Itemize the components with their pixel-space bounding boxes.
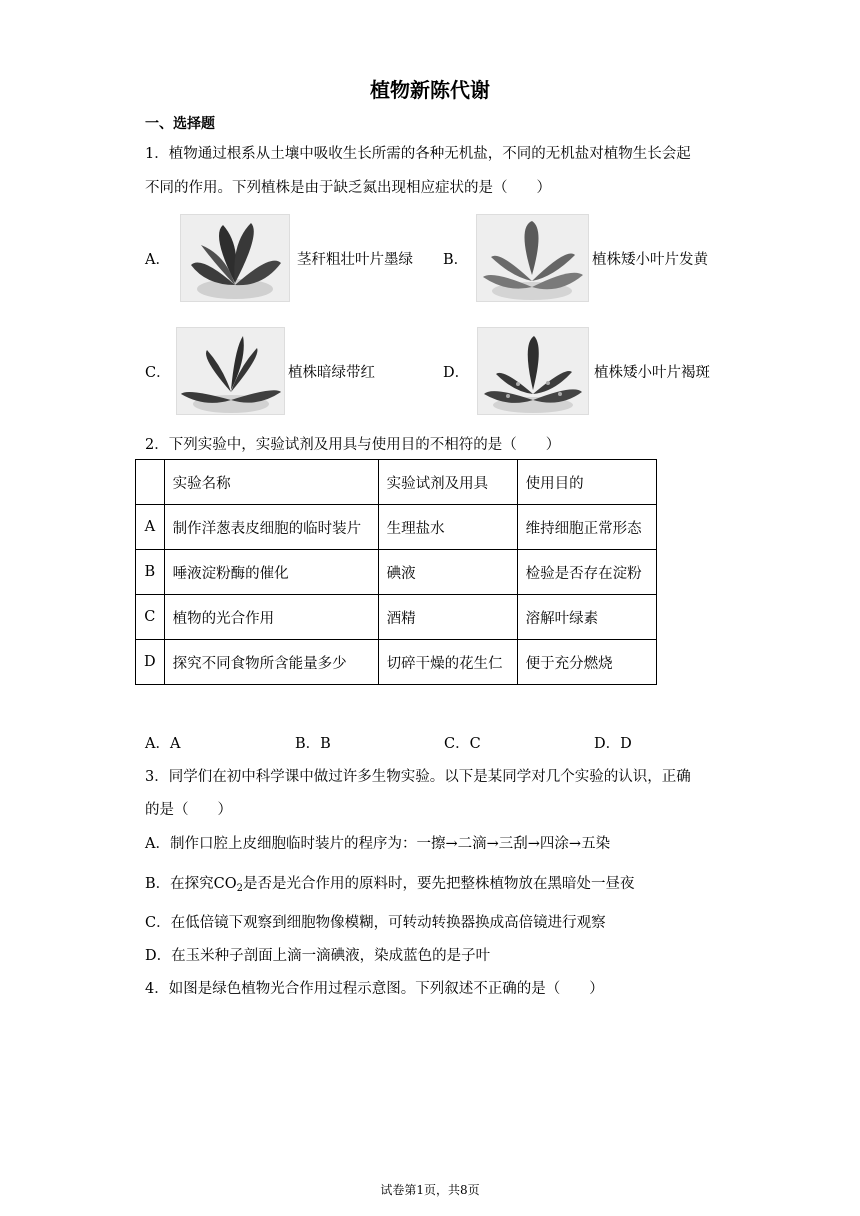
table-cell: 碘液 bbox=[378, 550, 517, 595]
q2-stem: 2．下列实验中，实验试剂及用具与使用目的不相符的是（ ） bbox=[145, 437, 561, 453]
section-heading: 一、选择题 bbox=[145, 116, 215, 132]
table-header-cell: 实验名称 bbox=[164, 460, 378, 505]
table-cell: 唾液淀粉酶的催化 bbox=[164, 550, 378, 595]
experiment-table bbox=[135, 459, 657, 685]
q1-option-a-plant-image bbox=[180, 214, 290, 302]
q1-stem-line1: 1．植物通过根系从土壤中吸收生长所需的各种无机盐，不同的无机盐对植物生长会起 bbox=[145, 146, 691, 162]
q1-option-a-text: 茎秆粗壮叶片墨绿 bbox=[297, 252, 413, 268]
q1-option-d-plant-image bbox=[477, 327, 589, 415]
q3-option-d: D．在玉米种子剖面上滴一滴碘液，染成蓝色的是子叶 bbox=[145, 948, 491, 964]
table-cell: 探究不同食物所含能量多少 bbox=[164, 640, 378, 685]
q3-option-b bbox=[145, 872, 635, 894]
table-cell: 酒精 bbox=[378, 595, 517, 640]
table-cell: 生理盐水 bbox=[378, 505, 517, 550]
q1-option-c-letter: C． bbox=[145, 365, 171, 381]
table-row bbox=[136, 595, 657, 640]
table-cell: A bbox=[136, 505, 165, 550]
table-cell: 溶解叶绿素 bbox=[517, 595, 656, 640]
q4-stem: 4．如图是绿色植物光合作用过程示意图。下列叙述不正确的是（ ） bbox=[145, 981, 604, 997]
table-row bbox=[136, 505, 657, 550]
table-cell: 维持细胞正常形态 bbox=[517, 505, 656, 550]
table-header-row bbox=[136, 460, 657, 505]
table-cell: B bbox=[136, 550, 165, 595]
table-cell: D bbox=[136, 640, 165, 685]
q2-answer-a: A．A bbox=[145, 736, 181, 752]
table-cell: 检验是否存在淀粉 bbox=[517, 550, 656, 595]
q1-stem-line2: 不同的作用。下列植株是由于缺乏氮出现相应症状的是（ ） bbox=[145, 180, 551, 196]
q2-answer-d: D．D bbox=[594, 736, 632, 752]
q1-option-b-text: 植株矮小叶片发黄 bbox=[592, 252, 708, 268]
q1-option-b-plant-image bbox=[476, 214, 589, 302]
q1-option-b-letter: B． bbox=[443, 252, 469, 268]
page-footer: 试卷第1页，共8页 bbox=[380, 1183, 480, 1197]
q1-option-d-letter: D． bbox=[443, 365, 470, 381]
q3-option-c: C．在低倍镜下观察到细胞物像模糊，可转动转换器换成高倍镜进行观察 bbox=[145, 915, 606, 931]
q1-option-d-text: 植株矮小叶片褐斑 bbox=[594, 365, 710, 381]
table-cell: 便于充分燃烧 bbox=[517, 640, 656, 685]
q3-stem-line1: 3．同学们在初中科学课中做过许多生物实验。以下是某同学对几个实验的认识，正确 bbox=[145, 769, 691, 785]
q3-option-b-prefix: B．在探究CO bbox=[145, 876, 237, 892]
page-title: 植物新陈代谢 bbox=[370, 78, 490, 102]
q1-option-a-letter: A． bbox=[145, 252, 170, 268]
q2-answer-b: B．B bbox=[295, 736, 331, 752]
q3-option-b-suffix: 是否是光合作用的原料时，要先把整株植物放在黑暗处一昼夜 bbox=[243, 876, 635, 892]
table-row bbox=[136, 550, 657, 595]
q3-option-a: A．制作口腔上皮细胞临时装片的程序为：一擦→二滴→三刮→四涂→五染 bbox=[145, 836, 611, 852]
table-header-cell bbox=[136, 460, 165, 505]
table-header-cell: 实验试剂及用具 bbox=[378, 460, 517, 505]
table-cell: 植物的光合作用 bbox=[164, 595, 378, 640]
q1-option-c-text: 植株暗绿带红 bbox=[288, 365, 375, 381]
table-cell: 切碎干燥的花生仁 bbox=[378, 640, 517, 685]
table-cell: C bbox=[136, 595, 165, 640]
q3-stem-line2: 的是（ ） bbox=[145, 802, 232, 818]
q3-option-b-subscript: 2 bbox=[236, 883, 244, 894]
table-header-cell: 使用目的 bbox=[517, 460, 656, 505]
q2-answer-c: C．C bbox=[444, 736, 481, 752]
q1-option-c-plant-image bbox=[176, 327, 285, 415]
table-row bbox=[136, 640, 657, 685]
table-cell: 制作洋葱表皮细胞的临时装片 bbox=[164, 505, 378, 550]
